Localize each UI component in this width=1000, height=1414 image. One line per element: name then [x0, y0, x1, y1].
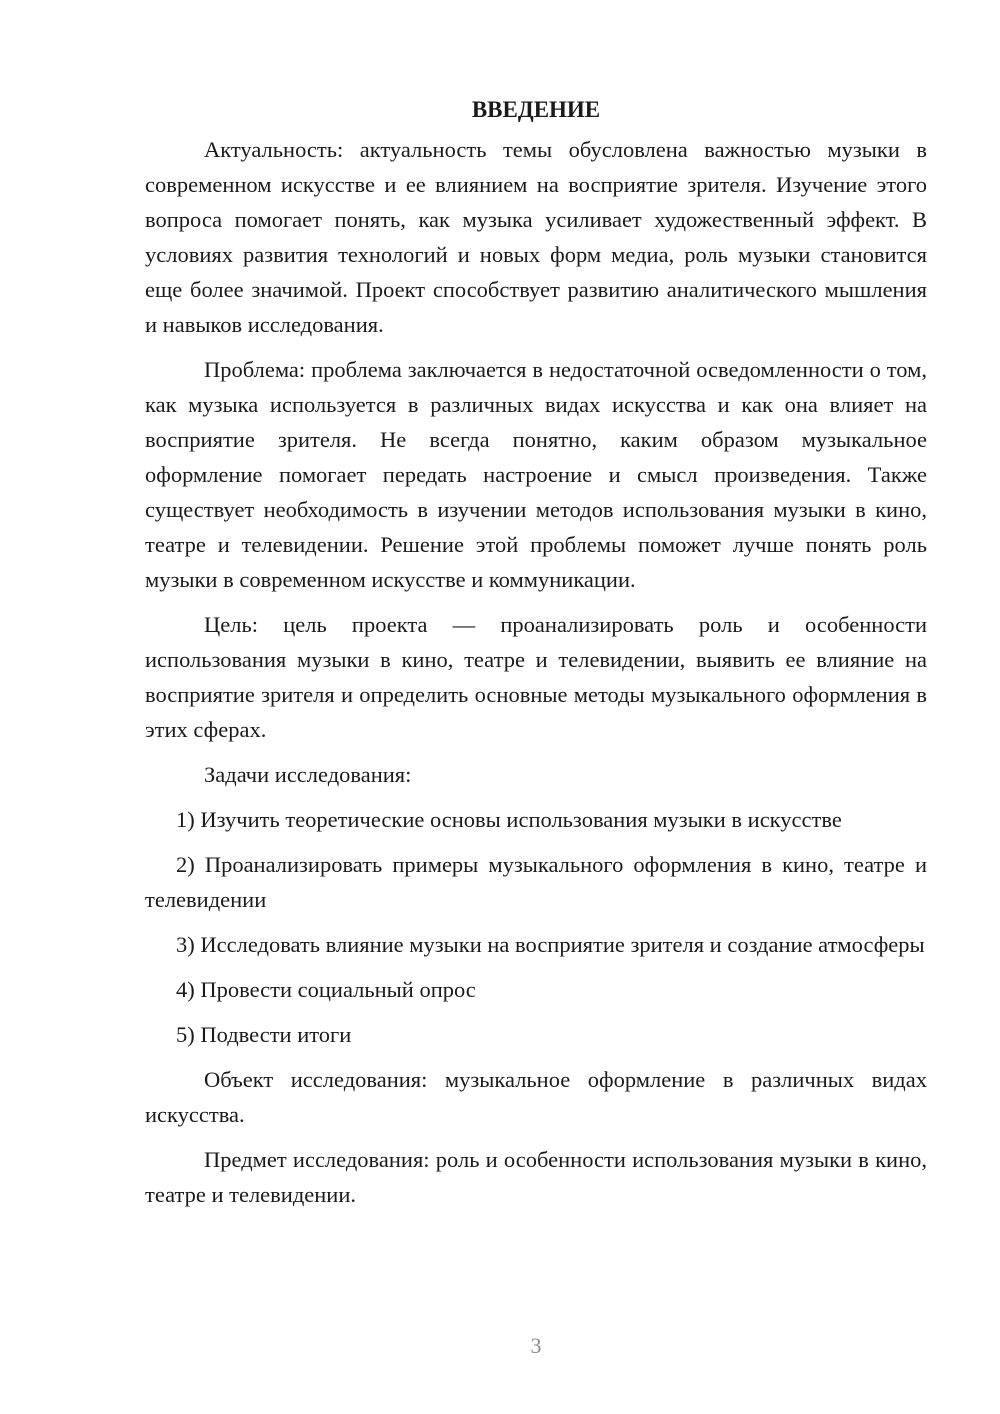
- page-number: 3: [530, 1333, 542, 1358]
- relevance-paragraph: Актуальность: актуальность темы обусловлена важностью музыки в современном искусстве и ее влиянием на восприятие зрителя. Изучение этого вопроса помогает понять, как музыка усиливает художественный эффект. В условиях развития технологий и новых форм медиа, роль музыки становится еще более значимой. Проект способствует развитию аналитического мышления и навыков исследования.: [145, 137, 927, 337]
- task-item-3: 3) Исследовать влияние музыки на восприятие зрителя и создание атмосферы: [176, 932, 925, 957]
- task-item-5: 5) Подвести итоги: [176, 1022, 352, 1047]
- document-page: [145, 90, 927, 1222]
- task-item-4: 4) Провести социальный опрос: [176, 977, 476, 1002]
- goal-paragraph: Цель: цель проекта — проанализировать роль и особенности использования музыки в кино, театре и телевидении, выявить ее влияние на восприятие зрителя и определить основные методы музыкального оформления в этих сферах.: [145, 612, 927, 742]
- subject-paragraph: Предмет исследования: роль и особенности использования музыки в кино, театре и телевидении.: [145, 1147, 927, 1207]
- task-item-2: 2) Проанализировать примеры музыкального оформления в кино, театре и телевидении: [145, 852, 927, 912]
- task-item-1: 1) Изучить теоретические основы использования музыки в искусстве: [176, 807, 842, 832]
- problem-paragraph: Проблема: проблема заключается в недостаточной осведомленности о том, как музыка используется в различных видах искусства и как она влияет на восприятие зрителя. Не всегда понятно, каким образом музыкальное оформление помогает передать настроение и смысл произведения. Также существует необходимость в изучении методов использования музыки в кино, театре и телевидении. Решение этой проблемы поможет лучше понять роль музыки в современном искусстве и коммуникации.: [145, 357, 927, 592]
- tasks-heading: Задачи исследования:: [204, 762, 412, 787]
- document-title: ВВЕДЕНИЕ: [471, 97, 601, 122]
- object-paragraph: Объект исследования: музыкальное оформление в различных видах искусства.: [145, 1067, 927, 1127]
